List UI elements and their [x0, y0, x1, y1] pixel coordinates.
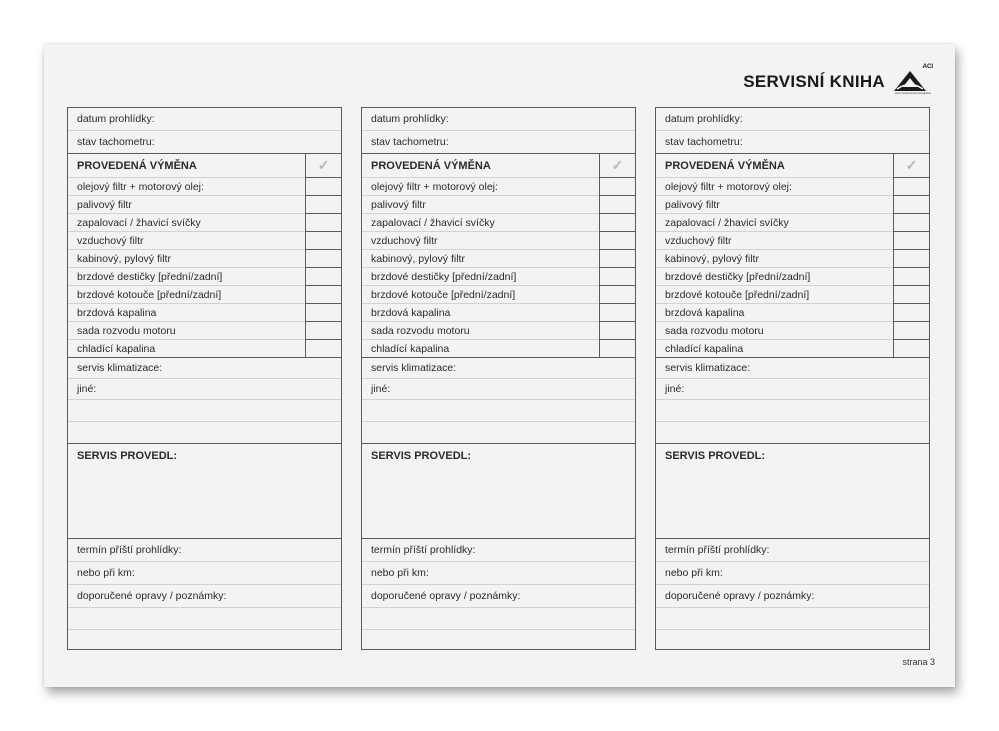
aci-logo	[893, 64, 933, 94]
replacement-checkbox[interactable]	[305, 267, 342, 286]
next-inspection-field[interactable]	[656, 539, 929, 562]
other-field[interactable]	[68, 379, 341, 400]
replacement-item-label: brzdové destičky [přední/zadní]	[371, 270, 517, 283]
field-label: nebo při km:	[665, 567, 723, 579]
replacement-item-label: brzdová kapalina	[371, 306, 451, 319]
checkmark-icon: ✓	[905, 157, 918, 173]
field-label: datum prohlídky:	[77, 113, 155, 125]
page-number: strana 3	[902, 657, 935, 667]
replacement-checkbox[interactable]	[893, 339, 930, 358]
blank-line[interactable]	[68, 608, 341, 630]
blank-line[interactable]	[68, 422, 341, 444]
replacement-item	[68, 250, 341, 268]
replacement-item-label: chladící kapalina	[665, 342, 744, 355]
next-inspection-field[interactable]	[68, 539, 341, 562]
other-field[interactable]	[362, 379, 635, 400]
replacement-heading-row	[362, 154, 635, 178]
field-label: doporučené opravy / poznámky:	[77, 590, 227, 602]
replacement-heading: PROVEDENÁ VÝMĚNA	[371, 159, 491, 172]
replacement-checkbox[interactable]	[599, 321, 636, 340]
replacement-item-label: palivový filtr	[371, 198, 426, 211]
field-label: jiné:	[371, 383, 391, 395]
replacement-item	[656, 178, 929, 196]
replacement-item-label: zapalovací / žhavicí svíčky	[371, 216, 495, 229]
logo-subtitle: Auto Components International	[895, 92, 931, 96]
replacement-item-label: olejový filtr + motorový olej:	[77, 180, 204, 193]
replacement-item	[68, 340, 341, 358]
replacement-item-label: sada rozvodu motoru	[665, 324, 764, 337]
check-header-cell	[599, 153, 636, 178]
odometer-field[interactable]	[68, 131, 341, 154]
field-label: stav tachometru:	[665, 136, 743, 148]
replacement-checkbox[interactable]	[893, 177, 930, 196]
replacement-checkbox[interactable]	[599, 213, 636, 232]
replacement-checkbox[interactable]	[305, 195, 342, 214]
replacement-item	[656, 196, 929, 214]
field-label: servis klimatizace:	[77, 362, 163, 374]
replacement-item	[68, 304, 341, 322]
odometer-field[interactable]	[362, 131, 635, 154]
replacement-item	[362, 178, 635, 196]
replacement-item-label: kabinový, pylový filtr	[371, 252, 465, 265]
recommendations-field[interactable]	[656, 585, 929, 608]
ac-service-field[interactable]	[656, 358, 929, 379]
replacement-checkbox[interactable]	[893, 231, 930, 250]
serviced-by-label: SERVIS PROVEDL:	[371, 450, 472, 462]
replacement-item	[656, 322, 929, 340]
replacement-item	[362, 268, 635, 286]
replacement-item-label: olejový filtr + motorový olej:	[371, 180, 498, 193]
replacement-heading-row	[656, 154, 929, 178]
replacement-checkbox[interactable]	[599, 267, 636, 286]
replacement-item	[362, 232, 635, 250]
check-header-cell	[305, 153, 342, 178]
field-label: datum prohlídky:	[665, 113, 743, 125]
inspection-date-field[interactable]	[656, 108, 929, 131]
replacement-checkbox[interactable]	[599, 231, 636, 250]
replacement-item-label: palivový filtr	[665, 198, 720, 211]
replacement-checkbox[interactable]	[305, 303, 342, 322]
km-field[interactable]	[68, 562, 341, 585]
blank-line[interactable]	[656, 608, 929, 630]
field-label: stav tachometru:	[371, 136, 449, 148]
ac-service-field[interactable]	[362, 358, 635, 379]
replacement-checkbox[interactable]	[893, 303, 930, 322]
replacement-checkbox[interactable]	[599, 177, 636, 196]
next-inspection-field[interactable]	[362, 539, 635, 562]
blank-line[interactable]	[362, 422, 635, 444]
replacement-item-label: sada rozvodu motoru	[371, 324, 470, 337]
check-header-cell	[893, 153, 930, 178]
logo-triangle-icon	[893, 70, 927, 92]
checkmark-icon: ✓	[611, 157, 624, 173]
recommendations-field[interactable]	[68, 585, 341, 608]
replacement-checkbox[interactable]	[599, 303, 636, 322]
replacement-item-label: brzdové kotouče [přední/zadní]	[665, 288, 810, 301]
replacement-item	[362, 304, 635, 322]
replacement-heading: PROVEDENÁ VÝMĚNA	[77, 159, 197, 172]
replacement-item	[656, 268, 929, 286]
service-record-column	[67, 107, 342, 650]
service-record-column	[361, 107, 636, 650]
inspection-date-field[interactable]	[362, 108, 635, 131]
serviced-by-box[interactable]	[68, 444, 341, 539]
replacement-heading: PROVEDENÁ VÝMĚNA	[665, 159, 785, 172]
brand-header	[743, 64, 933, 94]
ac-service-field[interactable]	[68, 358, 341, 379]
replacement-checkbox[interactable]	[599, 339, 636, 358]
serviced-by-box[interactable]	[362, 444, 635, 539]
serviced-by-label: SERVIS PROVEDL:	[77, 450, 178, 462]
replacement-item-label: brzdové destičky [přední/zadní]	[665, 270, 811, 283]
replacement-item	[68, 214, 341, 232]
replacement-checkbox[interactable]	[893, 321, 930, 340]
inspection-date-field[interactable]	[68, 108, 341, 131]
serviced-by-label: SERVIS PROVEDL:	[665, 450, 766, 462]
replacement-checkbox[interactable]	[893, 285, 930, 304]
km-field[interactable]	[362, 562, 635, 585]
logo-text: ACI	[922, 64, 933, 70]
field-label: termín příští prohlídky:	[77, 544, 182, 556]
replacement-item-label: vzduchový filtr	[371, 234, 438, 247]
field-label: datum prohlídky:	[371, 113, 449, 125]
replacement-item	[362, 322, 635, 340]
replacement-item	[362, 340, 635, 358]
replacement-item-label: brzdové kotouče [přední/zadní]	[371, 288, 516, 301]
replacement-item-label: brzdové kotouče [přední/zadní]	[77, 288, 222, 301]
page-title: SERVISNÍ KNIHA	[743, 72, 885, 91]
replacement-item	[362, 286, 635, 304]
replacement-item-label: olejový filtr + motorový olej:	[665, 180, 792, 193]
field-label: jiné:	[665, 383, 685, 395]
replacement-item-label: brzdová kapalina	[77, 306, 157, 319]
replacement-item	[656, 304, 929, 322]
replacement-checkbox[interactable]	[893, 267, 930, 286]
replacement-item-label: zapalovací / žhavicí svíčky	[77, 216, 201, 229]
replacement-checkbox[interactable]	[305, 339, 342, 358]
blank-line[interactable]	[656, 422, 929, 444]
replacement-item	[362, 214, 635, 232]
field-label: stav tachometru:	[77, 136, 155, 148]
replacement-checkbox[interactable]	[305, 321, 342, 340]
field-label: servis klimatizace:	[665, 362, 751, 374]
serviced-by-box[interactable]	[656, 444, 929, 539]
recommendations-field[interactable]	[362, 585, 635, 608]
replacement-heading-row	[68, 154, 341, 178]
replacement-checkbox[interactable]	[599, 195, 636, 214]
replacement-item-label: brzdová kapalina	[665, 306, 745, 319]
replacement-checkbox[interactable]	[305, 249, 342, 268]
odometer-field[interactable]	[656, 131, 929, 154]
field-label: doporučené opravy / poznámky:	[371, 590, 521, 602]
replacement-item	[68, 268, 341, 286]
field-label: nebo při km:	[371, 567, 429, 579]
replacement-item-label: brzdové destičky [přední/zadní]	[77, 270, 223, 283]
replacement-item-label: palivový filtr	[77, 198, 132, 211]
other-field[interactable]	[656, 379, 929, 400]
replacement-item	[656, 214, 929, 232]
field-label: termín příští prohlídky:	[665, 544, 770, 556]
replacement-item	[656, 340, 929, 358]
field-label: nebo při km:	[77, 567, 135, 579]
replacement-item	[656, 232, 929, 250]
field-label: doporučené opravy / poznámky:	[665, 590, 815, 602]
replacement-checkbox[interactable]	[305, 213, 342, 232]
replacement-checkbox[interactable]	[305, 231, 342, 250]
replacement-checkbox[interactable]	[599, 249, 636, 268]
replacement-item-label: chladící kapalina	[77, 342, 156, 355]
replacement-item-label: kabinový, pylový filtr	[665, 252, 759, 265]
replacement-item-label: sada rozvodu motoru	[77, 324, 176, 337]
replacement-item	[656, 250, 929, 268]
replacement-item	[68, 232, 341, 250]
replacement-item	[68, 178, 341, 196]
service-book-page	[44, 44, 955, 687]
field-label: jiné:	[77, 383, 97, 395]
km-field[interactable]	[656, 562, 929, 585]
blank-line[interactable]	[656, 400, 929, 422]
service-record-column	[655, 107, 930, 650]
replacement-checkbox[interactable]	[305, 285, 342, 304]
blank-line[interactable]	[68, 400, 341, 422]
field-label: termín příští prohlídky:	[371, 544, 476, 556]
replacement-checkbox[interactable]	[893, 195, 930, 214]
replacement-item	[362, 196, 635, 214]
replacement-item-label: zapalovací / žhavicí svíčky	[665, 216, 789, 229]
replacement-item-label: vzduchový filtr	[77, 234, 144, 247]
replacement-item	[68, 322, 341, 340]
replacement-item-label: vzduchový filtr	[665, 234, 732, 247]
replacement-item	[656, 286, 929, 304]
replacement-checkbox[interactable]	[893, 249, 930, 268]
replacement-item	[362, 250, 635, 268]
blank-line[interactable]	[362, 608, 635, 630]
checkmark-icon: ✓	[317, 157, 330, 173]
replacement-item	[68, 286, 341, 304]
replacement-checkbox[interactable]	[599, 285, 636, 304]
blank-line[interactable]	[362, 400, 635, 422]
replacement-checkbox[interactable]	[893, 213, 930, 232]
replacement-item-label: kabinový, pylový filtr	[77, 252, 171, 265]
replacement-item	[68, 196, 341, 214]
replacement-item-label: chladící kapalina	[371, 342, 450, 355]
replacement-checkbox[interactable]	[305, 177, 342, 196]
field-label: servis klimatizace:	[371, 362, 457, 374]
